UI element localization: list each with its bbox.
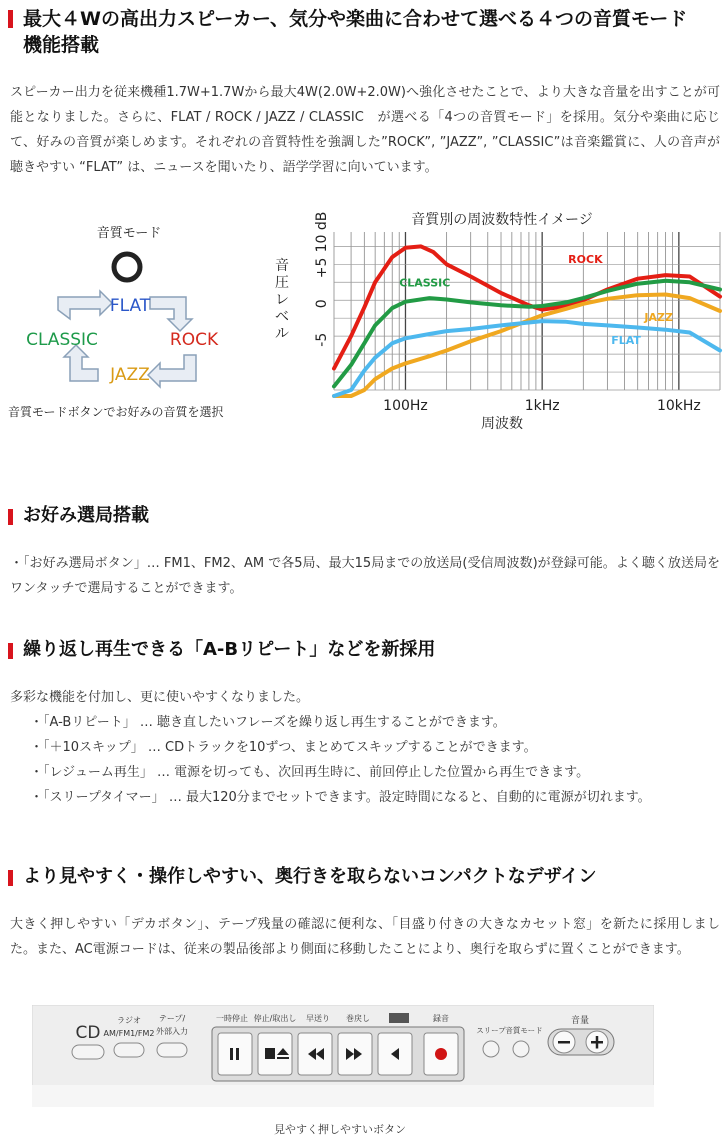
arrow-up-icon [64, 345, 98, 381]
pause-label: 一時停止 [216, 1014, 248, 1023]
arrow-right-icon [58, 291, 112, 319]
rec-label: 録音 [433, 1014, 449, 1023]
series-label-jazz: JAZZ [644, 311, 673, 325]
chart-y-axis-label-text [275, 258, 289, 342]
arrow-left-icon [148, 355, 196, 387]
panel-lower-edge [32, 1085, 654, 1107]
x-tick-label: 100Hz [383, 398, 428, 414]
y-axis-label-char: 圧 [275, 275, 289, 291]
heading-text [23, 6, 687, 58]
series-label-rock: ROCK [568, 252, 603, 266]
mode-button-icon [114, 254, 140, 280]
record-icon [435, 1048, 447, 1060]
section-heading-design [8, 865, 596, 889]
sound-mode-diagram [0, 215, 260, 430]
heading-marker [8, 509, 13, 525]
cd-label: CD [75, 1023, 101, 1043]
y-axis-label-char: ベ [275, 309, 289, 325]
list-item: ・「A-Bリピート」 … 聴き直したいフレーズを繰り返し再生することができます。 [30, 715, 506, 730]
tape-label-2: 外部入力 [156, 1027, 188, 1036]
preset-paragraph: ・「お好み選局ボタン」… FM1、FM2、AM で各5局、最大15局までの放送局(受信周波数)が登録可能。よく聴く放送局をワンタッチで選局することができます。 [10, 556, 720, 596]
list-item: ・「スリープタイマー」 … 最大120分までセットできます。設定時間になると、自動的に電源が切れます。 [30, 790, 651, 805]
chart-y-ticks [314, 212, 330, 347]
repeat-intro: 多彩な機能を付加し、更に使いやすくなりました。 [10, 690, 310, 705]
minus-icon [558, 1041, 570, 1044]
heading-line-2: 機能搭載 [23, 34, 100, 56]
heading-marker [8, 643, 13, 659]
radio-label-2: AM/FM1/FM2 [103, 1029, 155, 1038]
mode-rock-label: ROCK [169, 330, 219, 350]
radio-label-1: ラジオ [117, 1016, 141, 1025]
y-axis-label-char: 音 [275, 258, 289, 274]
tape-label-1: テープ/ [158, 1014, 186, 1023]
chart-x-ticks [383, 398, 701, 414]
mode-label: 音質モード [505, 1026, 543, 1035]
heading-text: 繰り返し再生できる「A-Bリピート」などを新採用 [23, 639, 436, 660]
section-heading-speaker [8, 6, 720, 58]
y-axis-label-char: レ [275, 292, 289, 308]
arrow-down-icon [150, 297, 192, 331]
heading-marker [8, 10, 13, 28]
pause-button[interactable] [218, 1033, 252, 1075]
design-paragraph: 大きく押しやすい「デカボタン」、テープ残量の確認に便利な、「目盛り付きの大きなカセット窓」を新たに採用しました。また、AC電源コードは、従来の製品後部より側面に移動したことにより、奥行を取らずに置くことができます。 [10, 917, 720, 957]
feature-list [30, 710, 720, 810]
cd-button[interactable] [72, 1045, 104, 1059]
heading-text: より見やすく・操作しやすい、奥行きを取らないコンパクトなデザイン [23, 866, 597, 887]
stop-icon [265, 1048, 275, 1059]
y-tick-label: -5 [314, 332, 330, 347]
volume-label: 音量 [570, 1016, 590, 1026]
x-tick-label: 1kHz [524, 398, 560, 414]
rew-label: 巻戻し [346, 1014, 370, 1023]
mode-diagram-caption: 音質モードボタンでお好みの音質を選択 [8, 405, 224, 419]
sleep-button[interactable] [483, 1041, 499, 1057]
heading-text: お好み選局搭載 [23, 505, 149, 526]
list-item: ・「＋10スキップ」 … CDトラックを10ずつ、まとめてスキップすることができます。 [30, 740, 537, 755]
radio-button[interactable] [114, 1043, 144, 1057]
speaker-paragraph: スピーカー出力を従来機種1.7W+1.7Wから最大4W(2.0W+2.0W)へ強化させたことで、より大きな音量を出すことが可能となりました。さらに、FLAT / ROCK / JAZZ / CLASSIC が選べる「4つの音質モード」を採用。気分や楽曲に応じて、好みの音質が楽しめます。それぞれの音質特性を強調した”ROCK”, ”JAZZ”, ”CLASSIC”は音楽鑑賞に、人の音声が聴きやすい “FLAT” は、ニュースを聞いたり、語学学習に向いています。 [10, 85, 720, 175]
stop-label: 停止/取出し [253, 1014, 297, 1023]
chart-title: 音質別の周波数特性イメージ [411, 212, 593, 228]
chart-x-axis-label: 周波数 [481, 416, 523, 432]
mode-diagram-title: 音質モード [96, 226, 162, 241]
ab-repeat-badge [389, 1013, 409, 1023]
y-tick-label: 10 dB [314, 211, 330, 253]
section-heading-repeat [8, 638, 435, 662]
tape-button[interactable] [157, 1043, 187, 1057]
heading-line-1: 最大４Wの高出力スピーカー、気分や楽曲に合わせて選べる４つの音質モード [23, 8, 688, 30]
ff-label: 早送り [306, 1014, 330, 1023]
sleep-label: スリープ [476, 1026, 506, 1035]
panel-caption: 見やすく押しやすいボタン [274, 1123, 406, 1136]
pause-icon-bar [236, 1048, 239, 1060]
y-axis-label-char: ル [275, 326, 289, 342]
heading-marker [8, 870, 13, 886]
x-tick-label: 10kHz [656, 398, 701, 414]
mode-flat-label: FLAT [109, 296, 151, 316]
chart-y-axis-label [275, 258, 289, 342]
series-label-classic: CLASSIC [399, 276, 451, 290]
control-panel-image [32, 1005, 654, 1138]
y-tick-label: +5 [314, 257, 330, 279]
list-item: ・「レジューム再生」 … 電源を切っても、次回再生時に、前回停止した位置から再生できます。 [30, 765, 590, 780]
mode-classic-label: CLASSIC [26, 330, 98, 350]
pause-icon [230, 1048, 233, 1060]
frequency-response-chart [262, 200, 726, 440]
sound-mode-button[interactable] [513, 1041, 529, 1057]
section-heading-preset [8, 504, 149, 528]
series-label-flat: FLAT [611, 334, 641, 348]
y-tick-label: 0 [314, 299, 330, 309]
mode-jazz-label: JAZZ [110, 365, 150, 385]
